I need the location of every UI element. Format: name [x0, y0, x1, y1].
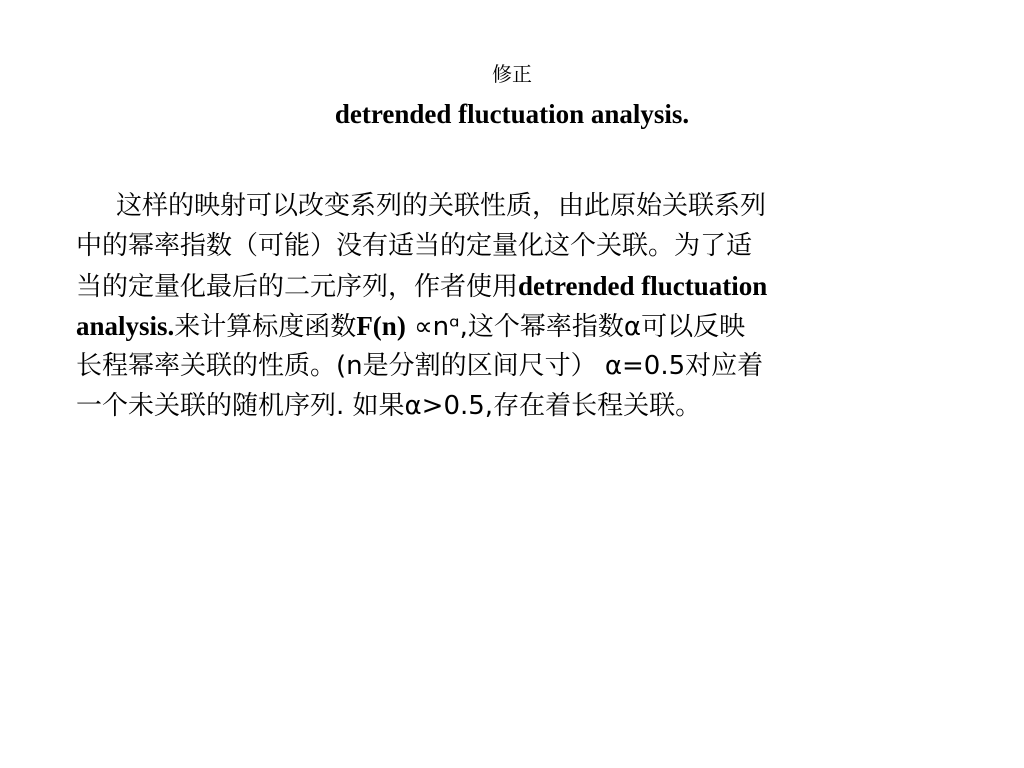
line-4-text-cn-1: 来计算标度函数	[174, 312, 357, 342]
line-1-text: 这样的映射可以改变系列的关联性质，由此原始关联系列	[116, 191, 767, 221]
paragraph-line-1	[76, 186, 976, 226]
line-3-text-en: detrended fluctuation	[518, 271, 768, 301]
paragraph-line-3	[76, 266, 976, 306]
line-6-text: 一个未关联的随机序列. 如果α>0.5,存在着长程关联。	[76, 391, 702, 421]
line-4-text-en-2: F(n)	[356, 311, 406, 341]
line-4-text-en-1: analysis.	[76, 311, 175, 341]
line-3-text-cn: 当的定量化最后的二元序列，作者使用	[76, 272, 519, 302]
line-2-text: 中的幂率指数（可能）没有适当的定量化这个关联。为了适	[76, 231, 753, 261]
body-paragraph	[76, 186, 976, 426]
paragraph-line-4	[76, 306, 976, 346]
paragraph-line-2	[76, 226, 976, 266]
paragraph-line-5	[76, 346, 976, 386]
line-4-text-cn-2: ∝nᵅ,这个幂率指数α可以反映	[405, 312, 746, 342]
slide-title-english: detrended fluctuation analysis.	[334, 99, 690, 129]
line-5-text: 长程幂率关联的性质。(n是分割的区间尺寸） α=0.5对应着	[76, 351, 764, 381]
paragraph-line-6	[76, 386, 976, 426]
slide-title-chinese: 修正	[492, 62, 532, 86]
